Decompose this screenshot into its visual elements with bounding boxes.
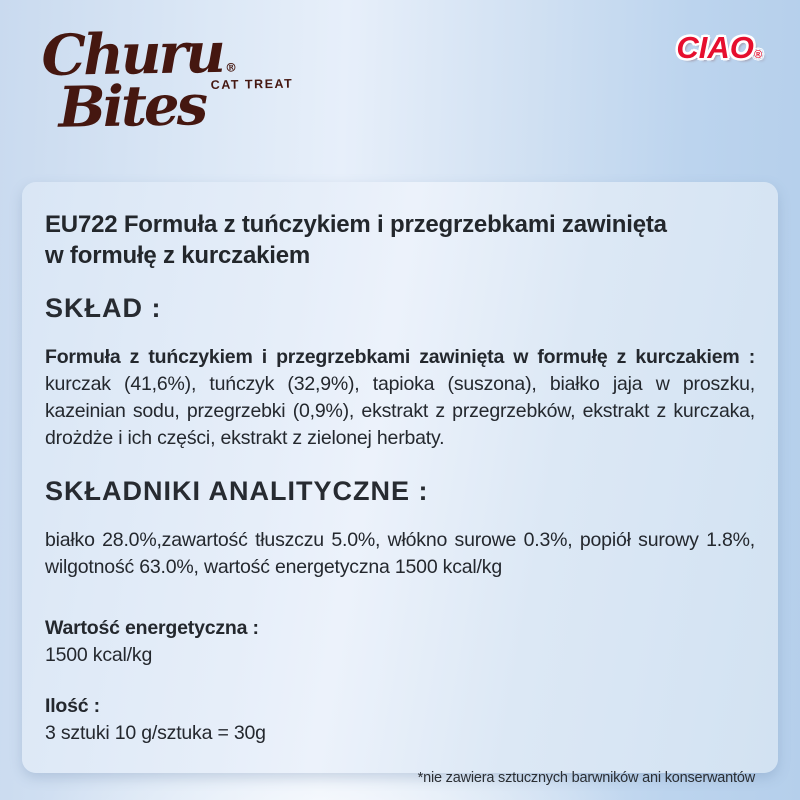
product-title-line1: EU722 Formuła z tuńczykiem i przegrzebkami zawinięta [45, 211, 667, 238]
ciao-text: CIAO [676, 30, 754, 65]
energy-block [45, 615, 755, 669]
churu-text: Churu [40, 19, 224, 90]
registered-trademark-icon: ® [224, 60, 238, 75]
analytical-heading: SKŁADNIKI ANALITYCZNE : [45, 476, 429, 506]
footnote: *nie zawiera sztucznych barwników ani konserwantów [417, 770, 755, 787]
ciao-logo [676, 30, 762, 66]
quantity-label: Ilość : [45, 694, 100, 717]
energy-value: 1500 kcal/kg [45, 643, 153, 666]
bites-row [57, 72, 294, 141]
ingredients-paragraph [45, 344, 755, 452]
analytical-paragraph: białko 28.0%,zawartość tłuszczu 5.0%, włókno surowe 0.3%, popiół surowy 1.8%, wilgotność 63.0%, wartość energetyczna 1500 kcal/kg [45, 529, 755, 578]
product-title [45, 209, 755, 271]
ingredients-heading: SKŁAD : [45, 293, 162, 324]
quantity-value: 3 sztuki 10 g/sztuka = 30g [45, 721, 266, 744]
energy-label: Wartość energetyczna : [45, 616, 259, 639]
churu-bites-logo [40, 19, 294, 141]
ingredients-list: kurczak (41,6%), tuńczyk (32,9%), tapioka (suszona), białko jaja w proszku, kazeinian sodu, przegrzebki (0,9%), ekstrakt z przegrzebków, ekstrakt z kurczaka, drożdże i ich części, ekstrakt z zielonej herbaty. [45, 373, 755, 450]
registered-trademark-icon: ® [753, 49, 762, 61]
quantity-block [45, 693, 755, 747]
product-info-card [22, 182, 778, 787]
header [0, 0, 800, 182]
cat-treat-label: CAT TREAT [210, 76, 294, 93]
product-title-line2: w formułę z kurczakiem [45, 242, 311, 270]
bites-text: Bites [57, 72, 206, 141]
ingredients-intro: Formuła z tuńczykiem i przegrzebkami zawinięta w formułę z kurczakiem : [45, 346, 755, 369]
